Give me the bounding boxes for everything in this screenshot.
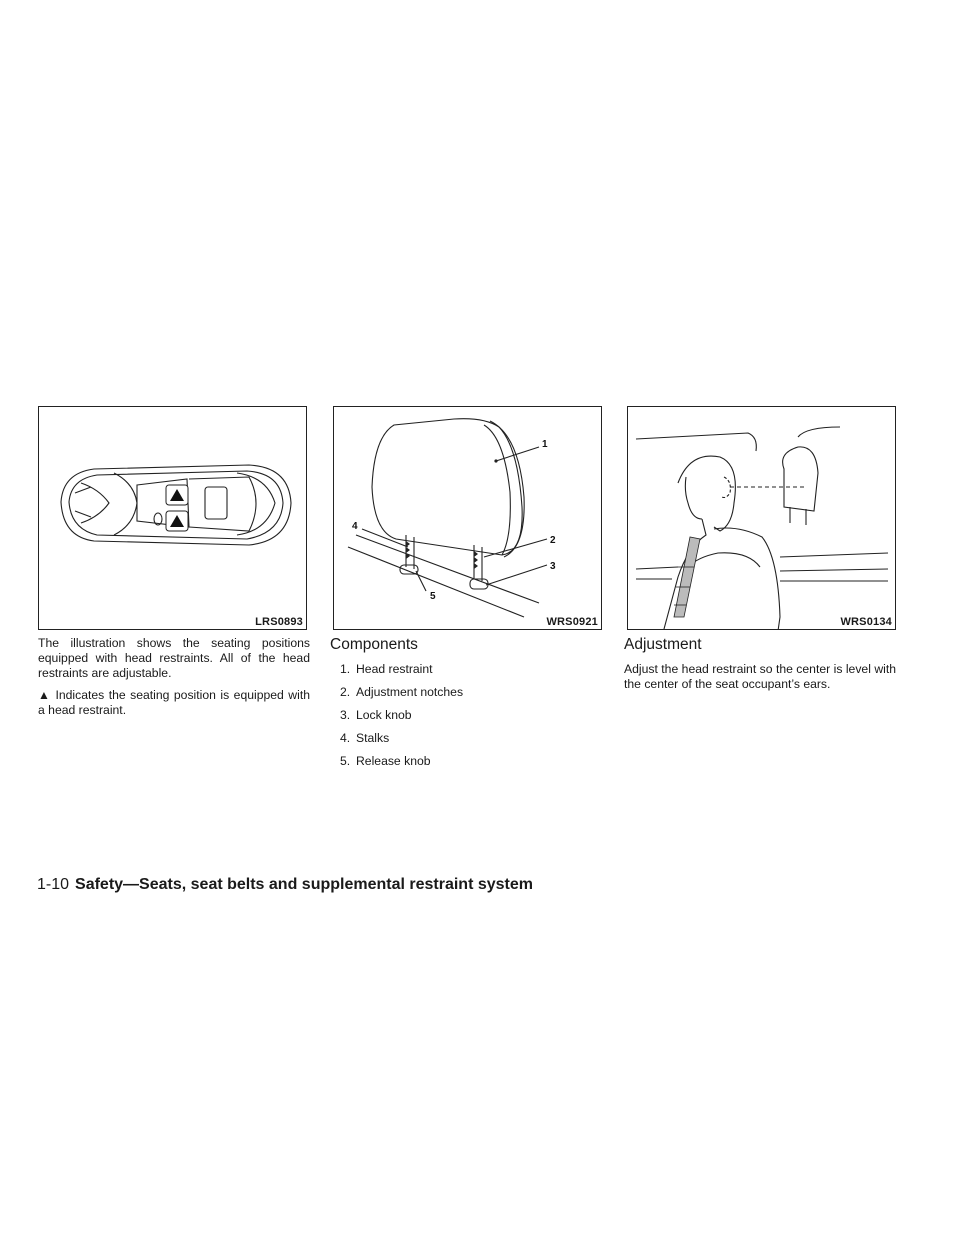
page-number: 1-10: [37, 876, 70, 893]
column-components: [330, 636, 602, 776]
figure-head-restraint-components: [333, 406, 602, 630]
triangle-icon: ▲: [38, 688, 51, 702]
head-restraint-illustration: [334, 407, 602, 630]
list-item: 5. Release knob: [340, 753, 431, 768]
figure-code: WRS0134: [840, 616, 892, 628]
callout-4: 4: [352, 521, 358, 532]
callout-1: 1: [542, 439, 548, 450]
figure-car-top-view: [38, 406, 307, 630]
adjustment-heading: Adjustment: [624, 636, 702, 653]
triangle-legend-text: Indicates the seating position is equipped with a head restraint.: [38, 688, 310, 717]
figure-code: WRS0921: [546, 616, 598, 628]
figure-code: LRS0893: [255, 616, 303, 628]
callout-2: 2: [550, 535, 556, 546]
list-item: 4. Stalks: [340, 730, 390, 745]
list-item: 2. Adjustment notches: [340, 684, 464, 699]
list-item: 3. Lock knob: [340, 707, 412, 722]
section-title: Safety—Seats, seat belts and supplemental restraint system: [75, 876, 533, 893]
components-list: [330, 662, 602, 769]
page-footer: [37, 876, 533, 894]
column-seating-positions: [38, 636, 310, 725]
triangle-legend-paragraph: [38, 688, 310, 718]
components-heading: Components: [330, 636, 418, 653]
car-top-view-illustration: [39, 407, 307, 630]
seating-positions-paragraph: The illustration shows the seating positions equipped with head restraints. All of the head restraints are adjustable.: [38, 636, 310, 680]
list-item: 1. Head restraint: [340, 662, 433, 676]
adjustment-paragraph: Adjust the head restraint so the center is level with the center of the seat occupant’s ears.: [624, 662, 896, 691]
callout-3: 3: [550, 561, 556, 572]
callout-5: 5: [430, 591, 436, 602]
figure-head-restraint-adjustment: [627, 406, 896, 630]
column-adjustment: [624, 636, 896, 699]
occupant-illustration: [628, 407, 896, 630]
